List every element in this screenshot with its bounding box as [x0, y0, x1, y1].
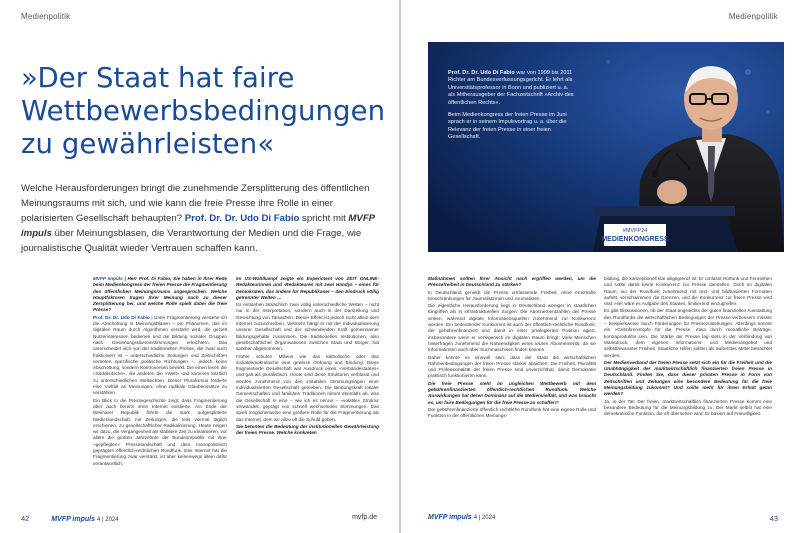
paragraph: In Deutschland genießt die Presse umfassende Freiheit, ohne ernsthafte Einschränkungen für Journalistinnen und Journalisten.: [428, 289, 596, 301]
lead-magazine-name: MVFP impuls: [21, 213, 375, 239]
text-column-1: [93, 276, 227, 506]
lead-text: über Meinungsblasen, die Verantwortung der Medien und die Frage, wie journalistische Qualität wieder Vertrauen schaffen kann.: [21, 228, 362, 254]
page-footer-right: [428, 514, 495, 521]
page-footer-left: [21, 514, 119, 523]
caption-paragraph: Beim Medienkongress der freien Presse im Juni sprach er in seinem Impulsvortrag u. a. über die Relevanz der freien Presse in einer freien Gesellschaft.: [448, 112, 567, 141]
caption-name: Prof. Dr. Dr. Udo Di Fabio: [448, 70, 515, 76]
right-page: [401, 0, 800, 533]
paragraph: Ja, in der Tat: Der freien, marktwirtschaftlich finanzierten Presse kommt eine besondere Bedeutung für die Meinungsbildung zu. Der Markt selbst hat eine demokratische Funktion, die oft übersehen wird: Er basiert auf Freiwilligkeit.: [604, 398, 772, 417]
left-page: [0, 0, 399, 533]
paragraph: Der gebührenfinanzierte öffentlich-rechtliche Rundfunk hat eine eigene Rolle und Funktion in der öffentlichen Meinungs-: [428, 406, 596, 419]
paragraph: Die eigentliche Herausforderung liegt in Deutschland weniger in staatlichen Eingriffen als in infrastrukturellen Sorgen: Die Abonnementzahlen der Presse sinken, während digitale Informationsquellen zunehmend zur Konkurrenz werden. Ein bedeutender Konkurrent ist auch der öffentlich-rechtliche Rundfunk, der gebührenfinanziert und damit in einer privilegierten Position agiert, insbesondere wenn er verlegerisch im digitalen Raum bringt: Viele Menschen hinterfragen zunehmend die Notwendigkeit eines teuren Abonnements, da sie Informationen auch über Suchmaschinen finden können.: [428, 303, 596, 353]
article-lead: [21, 181, 383, 256]
speaker-photo: [428, 42, 784, 252]
paragraph: Ein Blick in die Pressegeschichte zeigt, dass Fragmentierung aber auch bereits ohne Internet existierte. Am Ende der Weimarer Republik führte die stark aufgesplitterte Medienlandschaft, mit Zeitungen, die teils viermal täglich erschienen, zu gesellschaftlicher Radikalisierung. Heute neigen wir dazu, die Vergangenheit als stabilere Zeit zu idealisieren, vor allem die großen Jahrzehnte der Bundesrepublik mit ihrer »gepflegten« Presselandschaft und dem monopolistisch geprägten öffentlich-rechtlichen Rundfunk. Das Internet hat die Fragmentierung zwar verstärkt, ist aber keineswegs allein dafür verantwortlich.: [93, 397, 227, 466]
section-rubric: Medienpolitik: [21, 12, 71, 21]
lectern-hashtag: #MVFP24: [622, 228, 648, 234]
text-column-4: [604, 276, 772, 506]
photo-caption: [448, 70, 576, 147]
article-headline: »Der Staat hat faire Wettbewerbsbedingungen zu gewährleisten«: [21, 62, 386, 160]
paragraph: [93, 315, 227, 397]
lectern-label: MEDIENKONGRESS: [601, 236, 669, 243]
page-number: 43: [769, 514, 778, 523]
paragraph: Es gibt Diskussionen, ob der Staat angesichts der guten finanziellen Ausstattung des Rundfunks die wirtschaftlichen Bedingungen der Presse verbessern müsste – beispielsweise durch Förderungen für Pressezustellungen. Allerdings könnte ein »Gebührenstopfe für die Presse, etwa durch monatliche Beiträge, kontraproduktiv sein. Die Stärke der Presse lag stets in der Verbindung von Marktdruck, dem eigenen Informations- und Medienangebot und selbstbewusster Freiheit. Staatliche Hilfen sollten als äußerstes Mittel betrachtet werden.: [604, 308, 772, 358]
interview-question: Der Medienverband der freien Presse setzt sich ein für die Freiheit und die Unabhängigkeit der marktwirtschaftlich finanzierten freien Presse in Deutschland. Finden Sie, dass dieser privaten Presse in Form von Zeitschriften und Zeitungen eine besondere Bedeutung für die freie Meinungsbildung zukommt? Und sollte mehr für ihren Erhalt getan werden?: [604, 359, 772, 397]
caption-text: war von 1999 bis 2011 Richter am Bundesverfassungsgericht. Er lehrt als Universitätsprofessor in Bonn und publiziert u. a. als Mitherausgeber der Fachzeitschrift »Archiv des öffentlichen Rechts«.: [448, 70, 574, 106]
paragraph: bildung, die konzeptionell klar abgegrenzt ist: Er umfasst Hörfunk und Fernsehen und sollte damit keine Konkurrenz zur Presse darstellen. Doch im digitalen Raum, wo der Rundfunk zunehmend mit text- und bildbasierten Formaten auftritt, verschwimmen die Grenzen, und die Konkurrenz zur freien Presse wird real. Hier wäre es Aufgabe des Staates, limitierend einzugreifen.: [604, 276, 772, 307]
page-number: 42: [21, 514, 30, 523]
lead-text: Welche Herausforderungen bringt die zunehmende Zersplitterung des öffentlichen Meinungsraums mit sich, und wie kann die freie Presse ihre Rolle in einer polarisierten Gesellschaft behaupten?: [21, 183, 370, 224]
interview-question: Im US-Wahlkampf zeigte ein Experiment von ZEIT ONLINE-Redakteurinnen und -Redakteuren mit zwei Handys – eines für Demokraten, das andere für Republikaner – den Eindruck völlig getrennter Welten …: [236, 276, 379, 300]
paragraph: Früher schufen Milieus wie das katholische oder das sozialdemokratische eine gewisse Ordnung und Bindung. Diese fragmentierte Gesellschaft war Ausdruck eines »Verbändestaates« und galt als pluralistisch. Heute sind diese Strukturen verblasst und werden zunehmend von den instabilen Stimmungslagen einer individualisierten Gesellschaft getrieben. Die Bindungskraft lokaler Gemeinschaften und familiärer Traditionen nimmt ebenfalls ab, was die Gesellschaft in eine – wie ich es nenne – »volatile« Struktur verwandelt, geprägt von schnell wechselnden Stimmungen. Das spielt möglicherweise eine größere Rolle für die Fragmentierung als das Internet, dem wir allzu oft die Schuld geben.: [236, 353, 379, 422]
interviewee-label: Prof. Dr. Dr. Udo Di Fabio: [93, 314, 150, 320]
interview-question: Die freie Presse steht im ungleichen Wettbewerb mit dem gebührenfinanzierten öffentlich-rechtlichen Rundfunk. Welche Auswirkungen hat deren Dominanz auf die Medienvielfalt, und was braucht es, um faire Bedingungen für die freie Presse zu schaffen?: [428, 380, 596, 405]
interview-question: | Herr Prof. Di Fabio, Sie haben in Ihrer Rede beim Medienkongress der freien Presse die Fragmentierung des öffentlichen Meinungsraums angesprochen. Welche Hauptfaktoren tragen Ihrer Meinung nach zu dieser Zersplitterung bei, und welche Rolle spielt dabei die freie Presse?: [93, 276, 227, 313]
interview-question: Sie betonten die Bedeutung der institutionellen Gewährleistung der freien Presse. Welche konkreten: [236, 423, 379, 436]
paragraph: Daher könnte es sinnvoll sein, dass der Staat die wirtschaftlichen Rahmenbedingungen der freien Presse stärker absichert. Die Freiheit, Pluralität und Professionalität der freien Presse sind unverzichtbar, damit Demokratie praktisch funktionieren kann.: [428, 354, 596, 379]
section-rubric: Medienpolitik: [728, 12, 778, 21]
text-column-3: [428, 276, 596, 506]
footer-url[interactable]: mvfp.de: [352, 514, 377, 521]
interviewer-label: MVFP impuls: [93, 276, 123, 281]
footer-magazine-logo: MVFP impuls 4 | 2024: [428, 514, 496, 521]
text-column-2: [236, 276, 379, 506]
interview-answer: | Unter Fragmentierung verstehe ich die Abschottung in Meinungsblasen – ein Phänomen, das im digitalen Raum durch Algorithmen verstärkt wird, die gezielt Nutzerinteressen bedienen und die Bildung sozialer Gruppen nach Gesinnungsübereinstimmungen erleichtern. Das unterscheidet sich von der traditionellen Presse, die zwar auch fraktioniert ist – unterschiedliche Zeitungen und Zeitschriften vertreten spezifische politische Richtungen –, jedoch keine Abschottung, sondern Kontroversen bewirkt. Die einen lesen die »Süddeutsche«, die anderen die »Welt« und kommen letztlich zu unterschiedlichen Weltsichten. Dieser Pluralismus förderte eine Vielfalt an Meinungen, ohne radikale Glaubenssätze zu verstärken.: [93, 314, 227, 396]
paragraph: [93, 276, 227, 314]
lead-interviewee-name: Prof. Dr. Dr. Udo Di Fabio: [184, 213, 300, 224]
footer-magazine-logo: MVFP impuls 4 | 2024: [51, 516, 119, 523]
paragraph: Es entstehen tatsächlich zwei völlig unterschiedliche Welten – nicht nur in der Interpretation, sondern auch in der Darstellung und Gewichtung von Tatsachen. Dieser Effekt ist jedoch nicht allein dem Internet zuzuschreiben. Vielmehr hängt er mit der Individualisierung unserer Gesellschaft und der schwindenden Kraft gemeinsamer Bildungsgehalte zusammen. Die traditionellen Institutionen, also gesellschaftlicher Organisationen zwischen Staat und Bürger, hat spürbar abgenommen.: [236, 302, 379, 352]
lead-text: spricht mit: [302, 213, 346, 224]
caption-paragraph: [448, 70, 576, 107]
interview-question: Maßnahmen sollten Ihrer Ansicht nach ergriffen werden, um die Pressefreiheit in Deutschland zu stärken?: [428, 276, 596, 288]
